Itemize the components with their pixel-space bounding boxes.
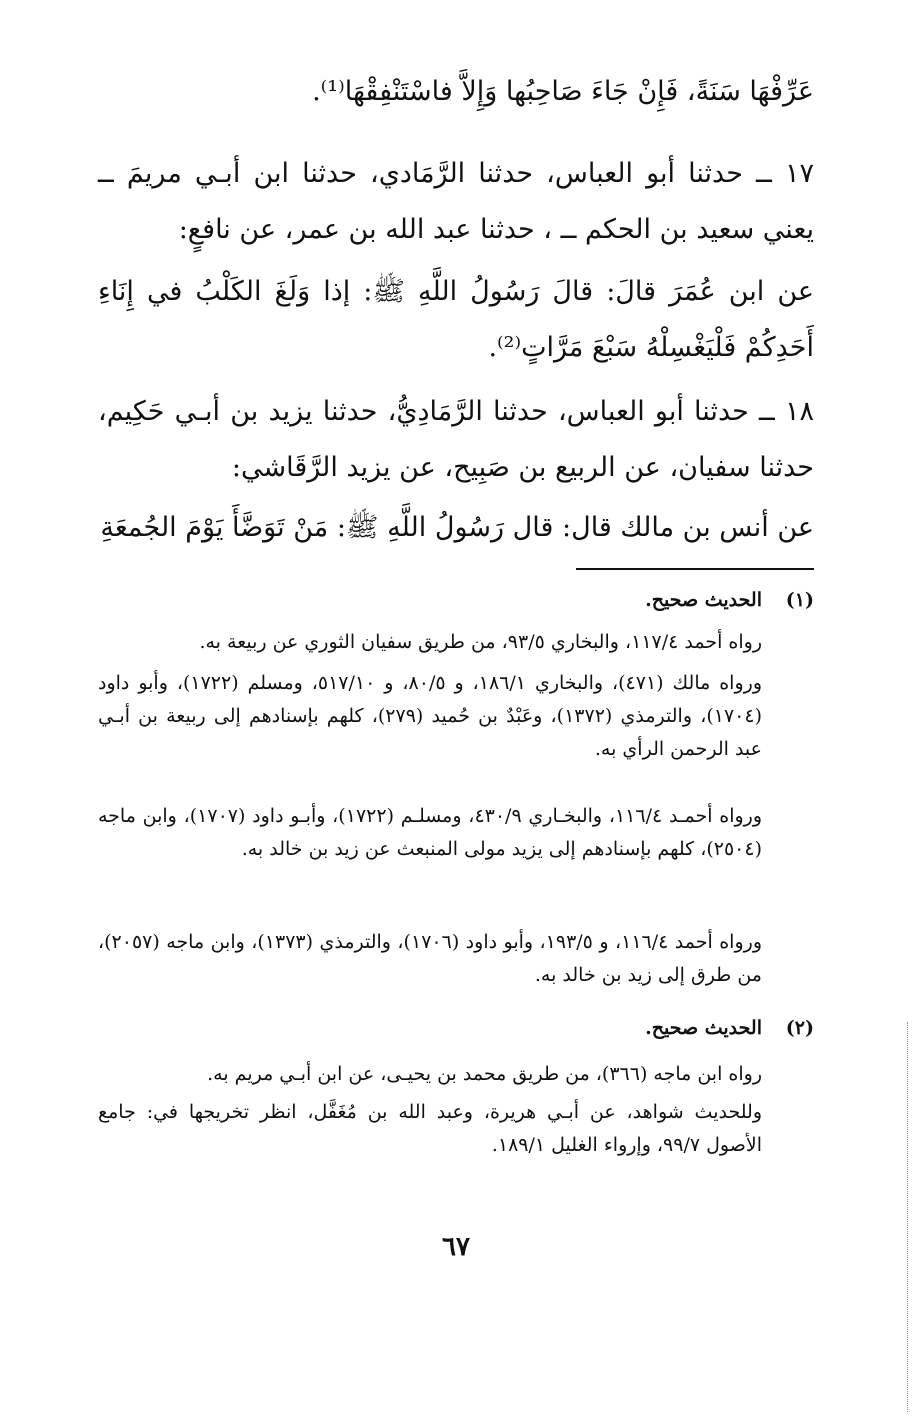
footnote-2-heading — [98, 1012, 814, 1045]
footnote-1-line-1: رواه أحمد ١١٧/٤، والبخاري ٩٣/٥، من طريق سفيان الثوري عن ربيعة به. — [199, 631, 762, 653]
footnote-2-line-2: وللحديث شواهد، عن أبـي هريرة، وعبد الله بن مُغَفَّل، انظر تخريجها في: جامع الأصول ٩٩/٧، وإرواء الغليل ١٨٩/١. — [98, 1101, 762, 1156]
page-number: ٦٧ — [442, 1232, 470, 1262]
footnote-1-heading — [98, 584, 814, 617]
footnote-1-line-2: ورواه مالك (٤٧١)، والبخاري ١٨٦/١، و ٨٠/٥، و ٥١٧/١٠، ومسلم (١٧٢٢)، وأبو داود (١٧٠٤)، والترمذي (١٣٧٢)، وعَبْدٌ بن حُميد (٢٧٩)، كلهم بإسنادهم إلى ربيعة بن أبـي عبد الرحمن الرأي به. — [98, 672, 762, 760]
margin-scan-edge — [907, 1022, 908, 1412]
footnote-1-number: (١) — [785, 589, 814, 611]
footnote-1-title: الحديث صحيح. — [645, 589, 762, 611]
paragraph-hadith-18-matn: عن أنس بن مالك قال: قال رَسُولُ اللَّهِ ﷺ: مَنْ تَوَضَّأَ يَوْمَ الجُمعَةِ — [100, 512, 814, 543]
footnote-2-title: الحديث صحيح. — [645, 1017, 762, 1039]
paragraph-hadith-16-end: عَرِّفْهَا سَنَةً، فَإِنْ جَاءَ صَاحِبُها وَإِلاَّ فاسْتَنْفِقْهَا⁽¹⁾. — [312, 76, 814, 107]
paragraph-hadith-17-isnad: ١٧ ــ حدثنا أبو العباس، حدثنا الرَّمَادي، حدثنا ابن أبـي مريمَ ــ يعني سعيد بن الحكم ــ ، حدثنا عبد الله بن عمر، عن نافعٍ: — [98, 158, 814, 245]
footnote-1-line-4: ورواه أحمد ١١٦/٤، و ١٩٣/٥، وأبو داود (١٧٠٦)، والترمذي (١٣٧٣)، وابن ماجه (٢٠٥٧)، من طرق إلى زيد بن خالد به. — [98, 931, 762, 986]
paragraph-hadith-17-matn: عن ابن عُمَرَ قالَ: قالَ رَسُولُ اللَّهِ ﷺ: إذا وَلَغَ الكَلْبُ في إِنَاءِ أَحَدِكُمْ فَلْيَغْسِلْهُ سَبْعَ مَرَّاتٍ⁽²⁾. — [98, 276, 814, 363]
footnote-1-line-3: ورواه أحمـد ١١٦/٤، والبخـاري ٤٣٠/٩، ومسلـم (١٧٢٢)، وأبـو داود (١٧٠٧)، وابن ماجه (٢٥٠٤)، كلهم بإسنادهم إلى يزيد مولى المنبعث عن زيد بن خالد به. — [98, 805, 763, 860]
paragraph-hadith-18-isnad: ١٨ ــ حدثنا أبو العباس، حدثنا الرَّمَادِيُّ، حدثنا يزيد بن أبـي حَكِيم، حدثنا سفيان، عن الربيع بن صَبِيح، عن يزيد الرَّقَاشي: — [98, 396, 814, 483]
footnote-separator — [576, 568, 814, 570]
footnote-2-number: (٢) — [785, 1017, 814, 1039]
footnote-2-line-1: رواه ابن ماجه (٣٦٦)، من طريق محمد بن يحيـى، عن ابن أبـي مريم به. — [207, 1063, 762, 1085]
